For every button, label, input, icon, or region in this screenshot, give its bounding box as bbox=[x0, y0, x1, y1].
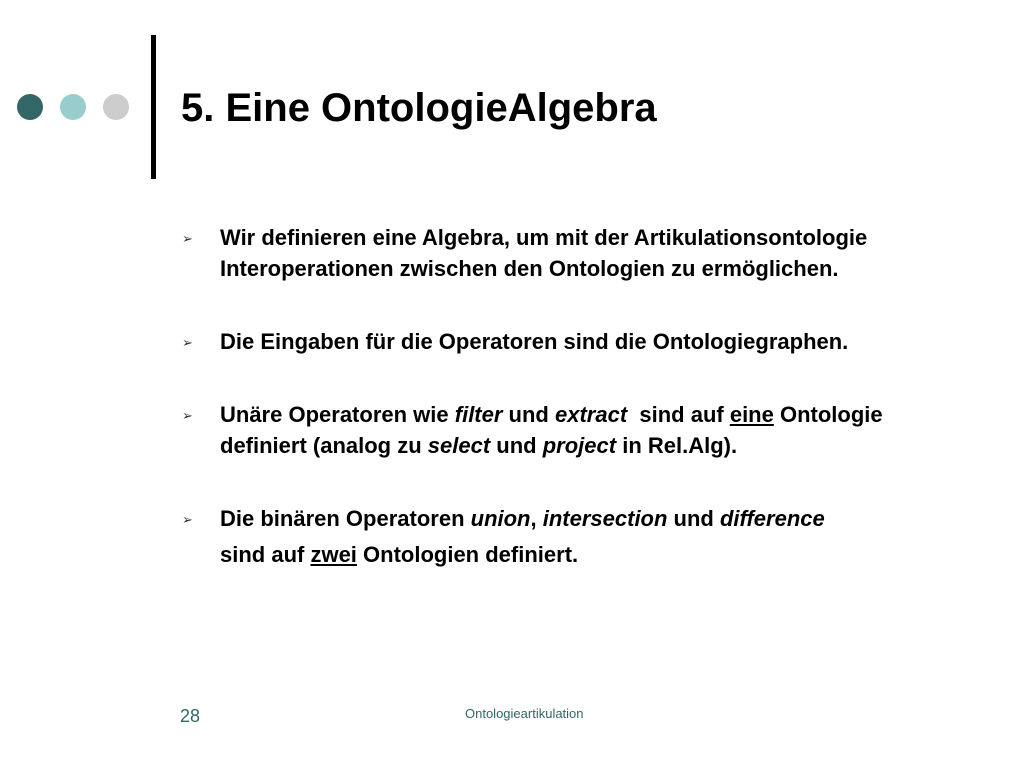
term-difference: difference bbox=[719, 506, 825, 531]
bullet-item bbox=[180, 222, 970, 284]
bullet-list bbox=[180, 222, 970, 612]
bullet-text: Die Eingaben für die Operatoren sind die Ontologiegraphen. bbox=[220, 329, 849, 354]
bullet-text-part: und bbox=[502, 402, 555, 427]
bullet-text-part: und bbox=[667, 506, 720, 531]
bullet-text-part: Unäre Operatoren wie bbox=[220, 402, 455, 427]
bullet-arrow-icon: ➢ bbox=[182, 335, 193, 350]
bullet-item bbox=[180, 503, 970, 570]
bullet-text-part: , bbox=[530, 506, 543, 531]
bullet-text-part: in Rel.Alg). bbox=[616, 433, 738, 458]
bullet-text-part: Ontologie definiert (analog zu bbox=[220, 402, 883, 458]
bullet-text-part: sind auf bbox=[220, 542, 311, 567]
decor-dot-dark bbox=[17, 94, 43, 120]
bullet-arrow-icon: ➢ bbox=[182, 408, 193, 423]
term-eine: eine bbox=[729, 402, 774, 427]
term-extract: extract bbox=[554, 402, 628, 427]
term-project: project bbox=[542, 433, 617, 458]
slide-title: 5. Eine OntologieAlgebra bbox=[181, 86, 657, 130]
footer-title: Ontologieartikulation bbox=[465, 706, 584, 721]
bullet-text-part: Die binären Operatoren bbox=[220, 506, 471, 531]
title-divider bbox=[151, 35, 156, 179]
page-number: 28 bbox=[180, 706, 201, 726]
term-filter: filter bbox=[454, 402, 503, 427]
bullet-line-2 bbox=[220, 539, 970, 570]
bullet-text: Wir definieren eine Algebra, um mit der Artikulationsontologie Interoperationen zwischen den Ontologien zu ermöglichen. bbox=[220, 225, 868, 281]
bullet-arrow-icon: ➢ bbox=[182, 512, 193, 527]
term-intersection: intersection bbox=[542, 506, 668, 531]
term-zwei: zwei bbox=[310, 542, 357, 567]
decor-dot-light bbox=[60, 94, 86, 120]
term-union: union bbox=[470, 506, 531, 531]
bullet-text-part: Ontologien definiert. bbox=[356, 542, 579, 567]
bullet-text-part: und bbox=[490, 433, 543, 458]
bullet-text-part: sind auf bbox=[627, 402, 730, 427]
decor-dot-gray bbox=[103, 94, 129, 120]
bullet-arrow-icon: ➢ bbox=[182, 231, 193, 246]
bullet-item bbox=[180, 326, 970, 357]
bullet-item bbox=[180, 399, 970, 461]
term-select: select bbox=[427, 433, 491, 458]
